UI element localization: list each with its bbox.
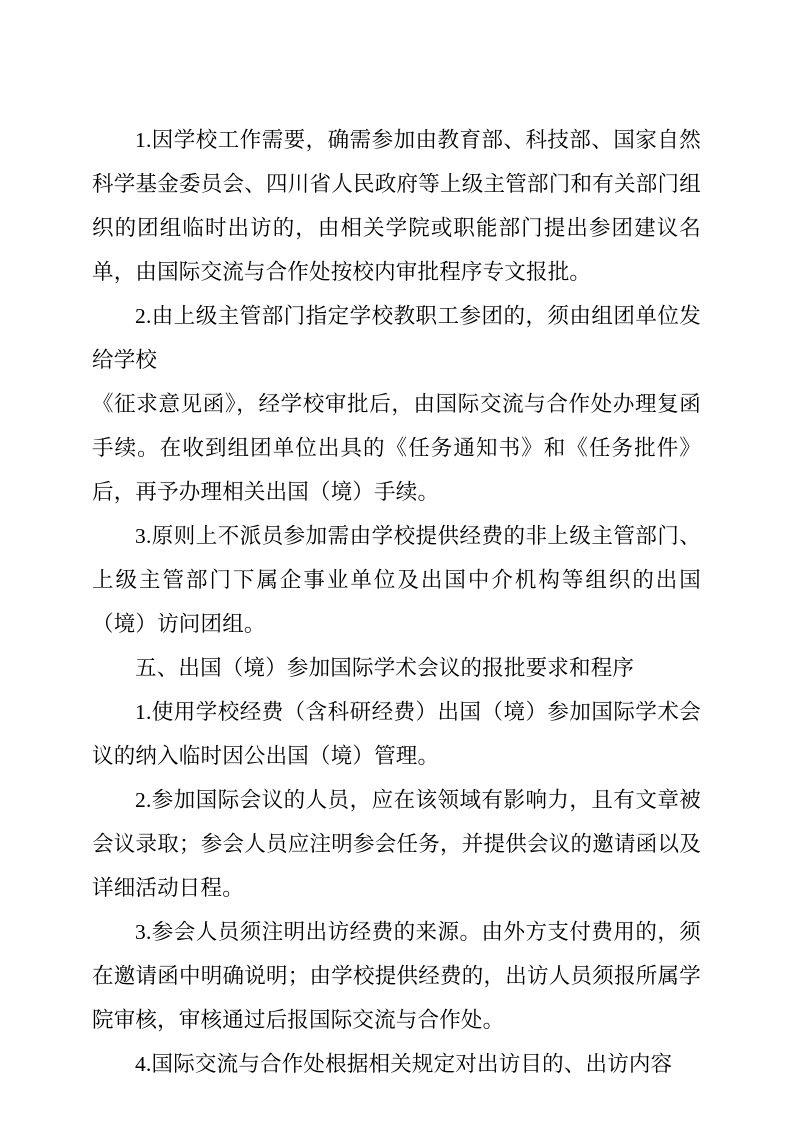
paragraph-1: 1.因学校工作需要，确需参加由教育部、科技部、国家自然科学基金委员会、四川省人民政府等上级主管部门和有关部门组织的团组临时出访的，由相关学院或职能部门提出参团建议名单，由国际交流与合作处按校内审批程序专文报批。 xyxy=(92,128,701,284)
paragraph-6: 1.使用学校经费（含科研经费）出国（境）参加国际学术会议的纳入临时因公出国（境）管理。 xyxy=(92,700,701,768)
paragraph-7: 2.参加国际会议的人员，应在该领域有影响力，且有文章被会议录取；参会人员应注明参会任务，并提供会议的邀请函以及详细活动日程。 xyxy=(92,788,701,900)
paragraph-3: 《征求意见函》，经学校审批后，由国际交流与合作处办理复函手续。在收到组团单位出具的《任务通知书》和《任务批件》后，再予办理相关出国（境）手续。 xyxy=(92,392,701,504)
paragraph-5-section-heading: 五、出国（境）参加国际学术会议的报批要求和程序 xyxy=(135,656,635,680)
document-body xyxy=(92,118,701,1086)
paragraph-4: 3.原则上不派员参加需由学校提供经费的非上级主管部门、上级主管部门下属企事业单位及出国中介机构等组织的出国（境）访问团组。 xyxy=(92,524,701,636)
paragraph-2: 2.由上级主管部门指定学校教职工参团的，须由组团单位发给学校 xyxy=(92,304,701,372)
paragraph-8: 3.参会人员须注明出访经费的来源。由外方支付费用的，须在邀请函中明确说明；由学校提供经费的，出访人员须报所属学院审核，审核通过后报国际交流与合作处。 xyxy=(92,920,701,1032)
paragraph-9: 4.国际交流与合作处根据相关规定对出访目的、出访内容 xyxy=(135,1052,673,1076)
